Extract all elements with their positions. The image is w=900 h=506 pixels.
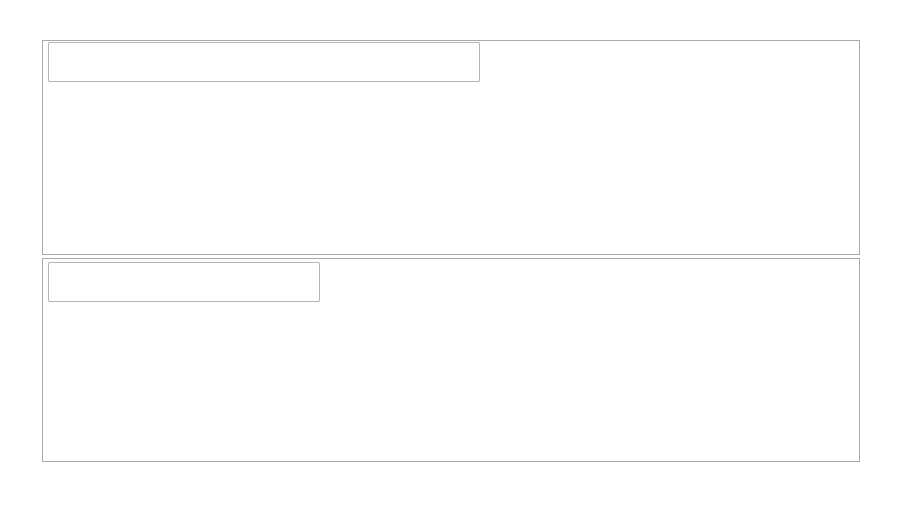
disaster-legend bbox=[48, 42, 480, 82]
disease-legend bbox=[48, 262, 320, 302]
